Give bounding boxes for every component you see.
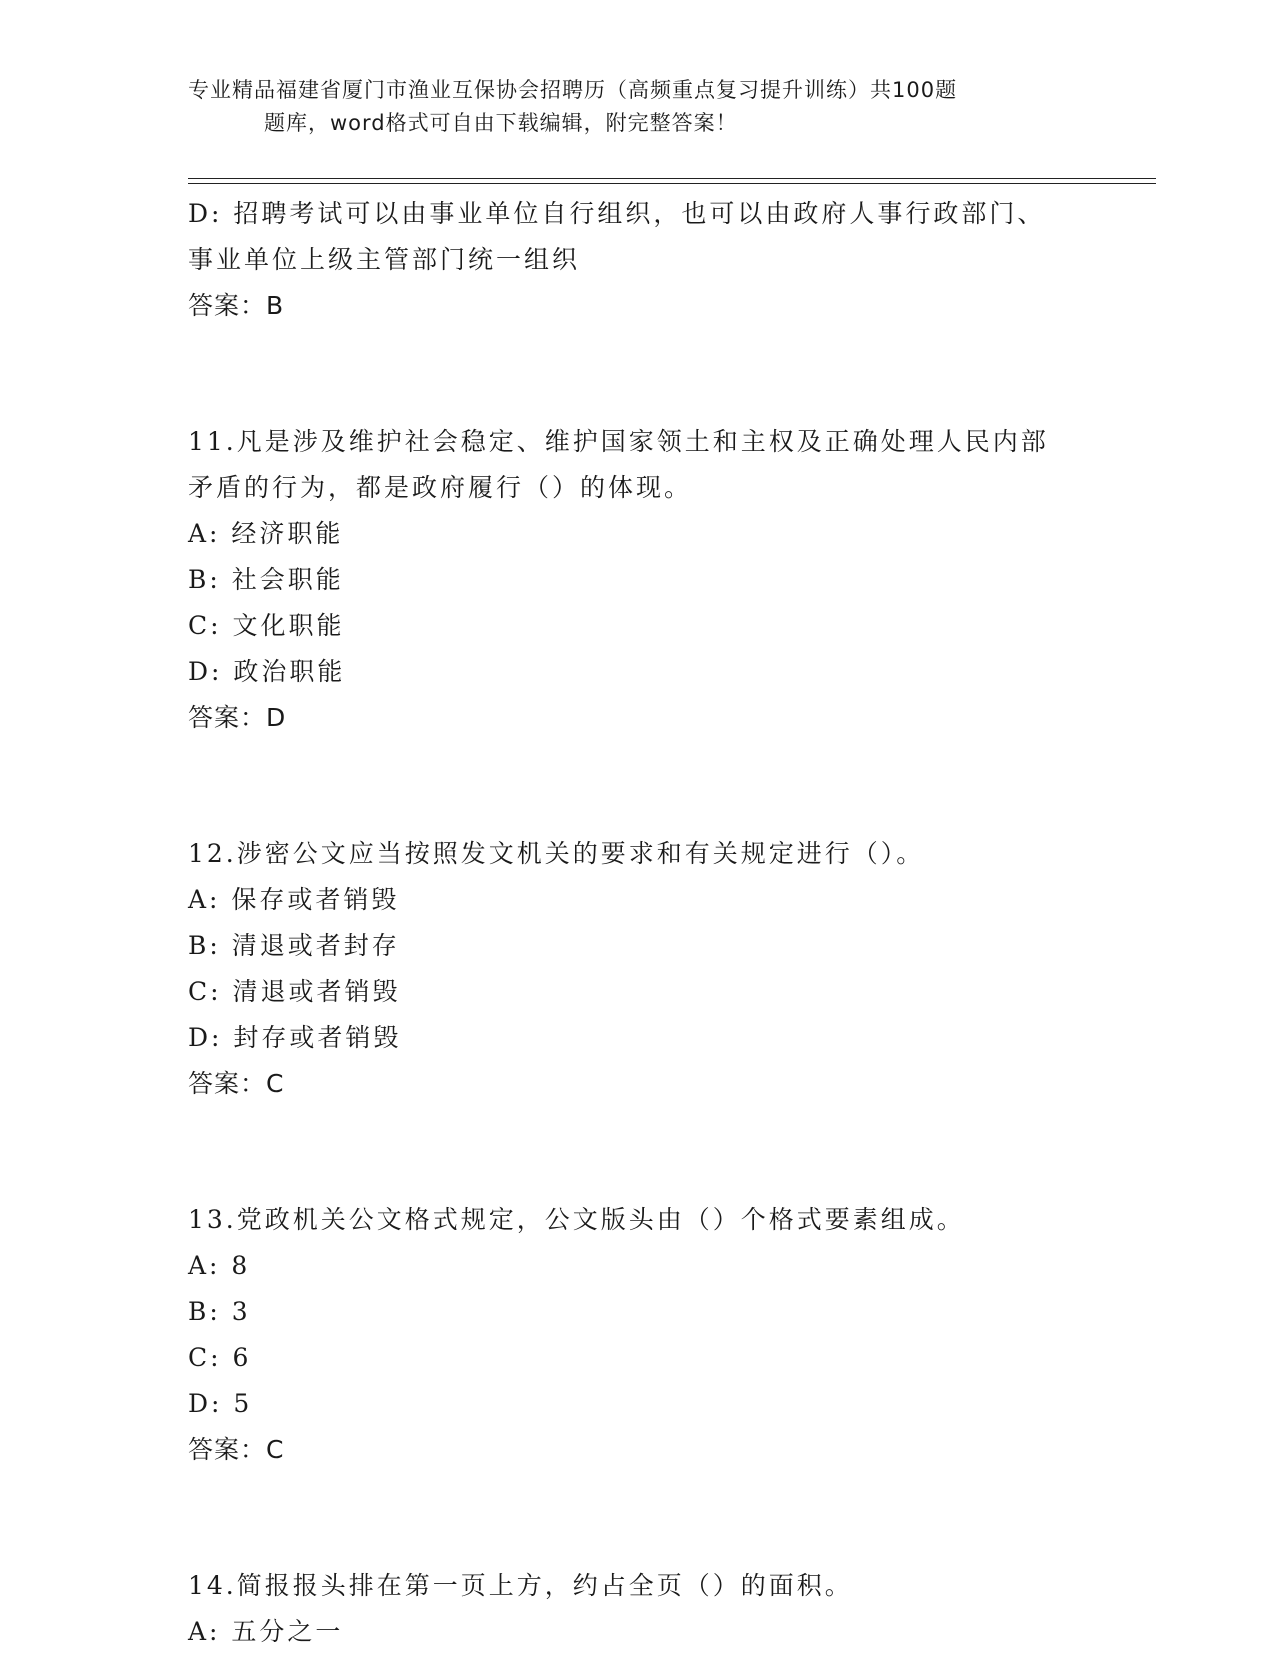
header-divider-bottom bbox=[188, 183, 1156, 184]
document-header bbox=[188, 74, 1068, 140]
question-14-block bbox=[188, 1563, 1088, 1655]
option-d: D: 政治职能 bbox=[188, 657, 346, 686]
option-a: A: 五分之一 bbox=[188, 1617, 344, 1646]
question-stem: 12.涉密公文应当按照发文机关的要求和有关规定进行（）。 bbox=[188, 839, 925, 868]
option-b: B: 社会职能 bbox=[188, 565, 344, 594]
option-d: D: 5 bbox=[188, 1389, 253, 1418]
answer-line: 答案：C bbox=[188, 1069, 285, 1098]
question-10-block bbox=[188, 191, 1088, 329]
spacer bbox=[188, 1473, 1088, 1563]
question-11-block bbox=[188, 419, 1088, 741]
question-13-block bbox=[188, 1197, 1088, 1473]
question-stem: 14.简报报头排在第一页上方，约占全页（）的面积。 bbox=[188, 1571, 853, 1600]
answer-line: 答案：D bbox=[188, 703, 287, 732]
header-divider-top bbox=[188, 178, 1156, 179]
option-c: C: 6 bbox=[188, 1343, 252, 1372]
option-c: C: 清退或者销毁 bbox=[188, 977, 401, 1006]
option-c: C: 文化职能 bbox=[188, 611, 345, 640]
question-list bbox=[188, 191, 1088, 1655]
header-title-line-2: 题库，word格式可自由下载编辑，附完整答案！ bbox=[264, 111, 738, 135]
question-stem: 13.党政机关公文格式规定，公文版头由（）个格式要素组成。 bbox=[188, 1205, 965, 1234]
answer-line: 答案：C bbox=[188, 1435, 285, 1464]
option-d-line-1: D: 招聘考试可以由事业单位自行组织，也可以由政府人事行政部门、 bbox=[188, 199, 1046, 228]
option-a: A: 经济职能 bbox=[188, 519, 344, 548]
question-stem-line-1: 11.凡是涉及维护社会稳定、维护国家领土和主权及正确处理人民内部 bbox=[188, 427, 1049, 456]
spacer bbox=[188, 1107, 1088, 1197]
option-d-line-2: 事业单位上级主管部门统一组织 bbox=[188, 245, 581, 274]
option-b: B: 3 bbox=[188, 1297, 251, 1326]
spacer bbox=[188, 741, 1088, 831]
option-d: D: 封存或者销毁 bbox=[188, 1023, 402, 1052]
question-stem-line-2: 矛盾的行为，都是政府履行（）的体现。 bbox=[188, 473, 693, 502]
answer-line: 答案：B bbox=[188, 291, 285, 320]
header-title-line-1: 专业精品福建省厦门市渔业互保协会招聘历（高频重点复习提升训练）共100题 bbox=[188, 78, 958, 102]
option-a: A: 8 bbox=[188, 1251, 251, 1280]
question-12-block bbox=[188, 831, 1088, 1107]
option-b: B: 清退或者封存 bbox=[188, 931, 400, 960]
spacer bbox=[188, 329, 1088, 419]
option-a: A: 保存或者销毁 bbox=[188, 885, 400, 914]
